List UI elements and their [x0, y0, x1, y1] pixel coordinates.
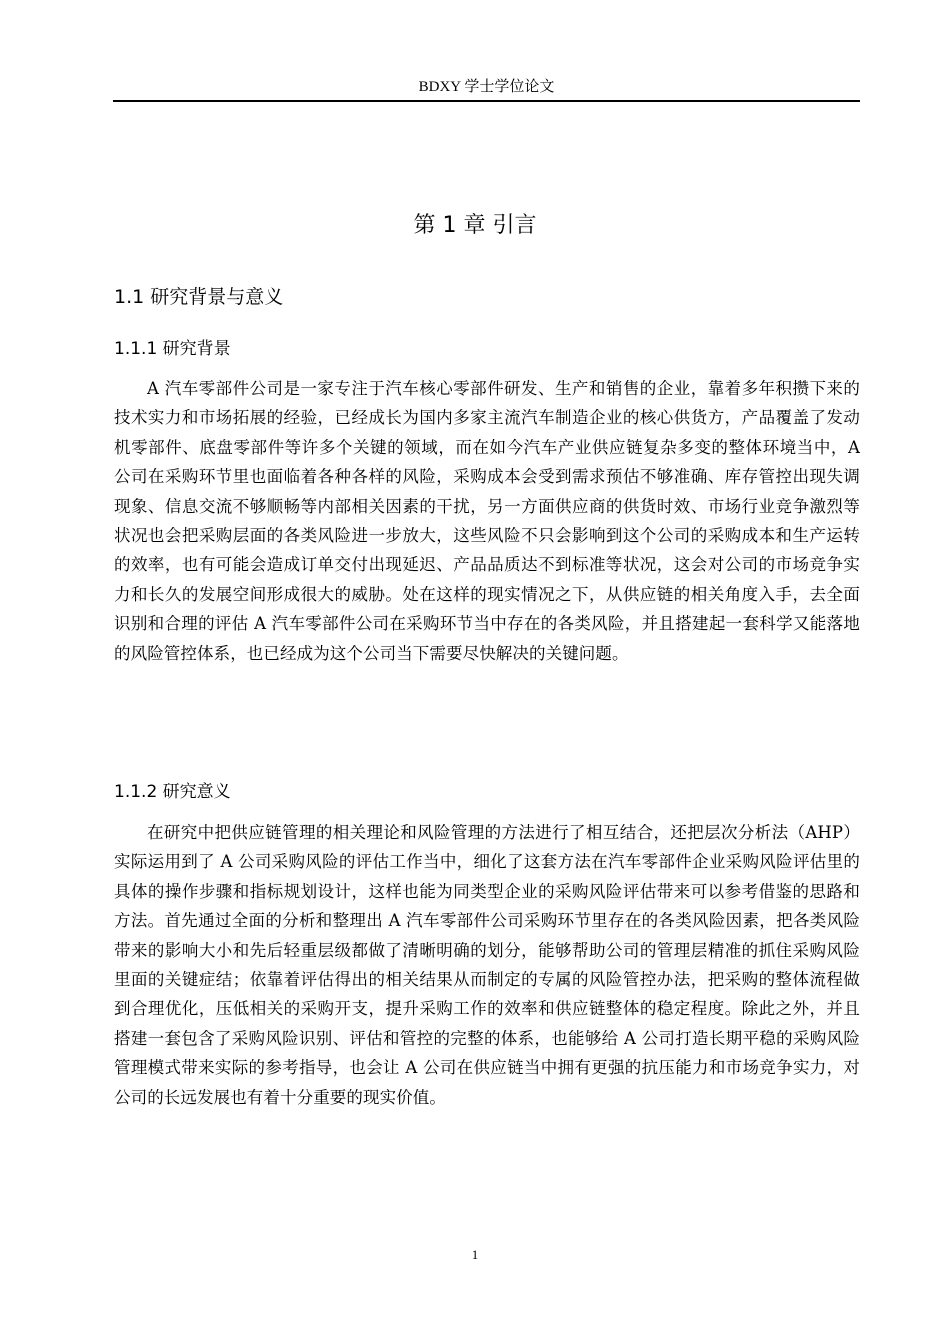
- paragraph-research-background: A 汽车零部件公司是一家专注于汽车核心零部件研发、生产和销售的企业，靠着多年积攒下来的技术实力和市场拓展的经验，已经成长为国内多家主流汽车制造企业的核心供货方，产品覆盖了发动机零部件、底盘零部件等许多个关键的领域，而在如今汽车产业供应链复杂多变的整体环境当中，A 公司在采购环节里也面临着各种各样的风险，采购成本会受到需求预估不够准确、库存管控出现失调现象、信息交流不够顺畅等内部相关因素的干扰，另一方面供应商的供货时效、市场行业竞争激烈等状况也会把采购层面的各类风险进一步放大，这些风险不只会影响到这个公司的采购成本和生产运转的效率，也有可能会造成订单交付出现延迟、产品品质达不到标准等状况，这会对公司的市场竞争实力和长久的发展空间形成很大的威胁。处在这样的现实情况之下，从供应链的相关角度入手，去全面识别和合理的评估 A 汽车零部件公司在采购环节当中存在的各类风险，并且搭建起一套科学又能落地的风险管控体系，也已经成为这个公司当下需要尽快解决的关键问题。: [114, 379, 860, 663]
- section-heading-1-1-1: 1.1.1 研究背景: [114, 339, 231, 359]
- chapter-title: 第 1 章 引言: [413, 213, 537, 238]
- page-header: BDXY 学士学位论文: [113, 78, 860, 102]
- section-heading-1-1-2: 1.1.2 研究意义: [114, 782, 231, 802]
- paragraph-research-significance: 在研究中把供应链管理的相关理论和风险管理的方法进行了相互结合，还把层次分析法（AHP）实际运用到了 A 公司采购风险的评估工作当中，细化了这套方法在汽车零部件企业采购风险评估里的具体的操作步骤和指标规划设计，这样也能为同类型企业的采购风险评估带来可以参考借鉴的思路和方法。首先通过全面的分析和整理出 A 汽车零部件公司采购环节里存在的各类风险因素，把各类风险带来的影响大小和先后轻重层级都做了清晰明确的划分，能够帮助公司的管理层精准的抓住采购风险里面的关键症结；依靠着评估得出的相关结果从而制定的专属的风险管控办法，把采购的整体流程做到合理优化，压低相关的采购开支，提升采购工作的效率和供应链整体的稳定程度。除此之外，并且搭建一套包含了采购风险识别、评估和管控的完整的体系，也能够给 A 公司打造长期平稳的采购风险管理模式带来实际的参考指导，也会让 A 公司在供应链当中拥有更强的抗压能力和市场竞争实力，对公司的长远发展也有着十分重要的现实价值。: [114, 823, 860, 1107]
- page-number: 1: [471, 1247, 479, 1262]
- section-heading-1-1: 1.1 研究背景与意义: [114, 286, 284, 308]
